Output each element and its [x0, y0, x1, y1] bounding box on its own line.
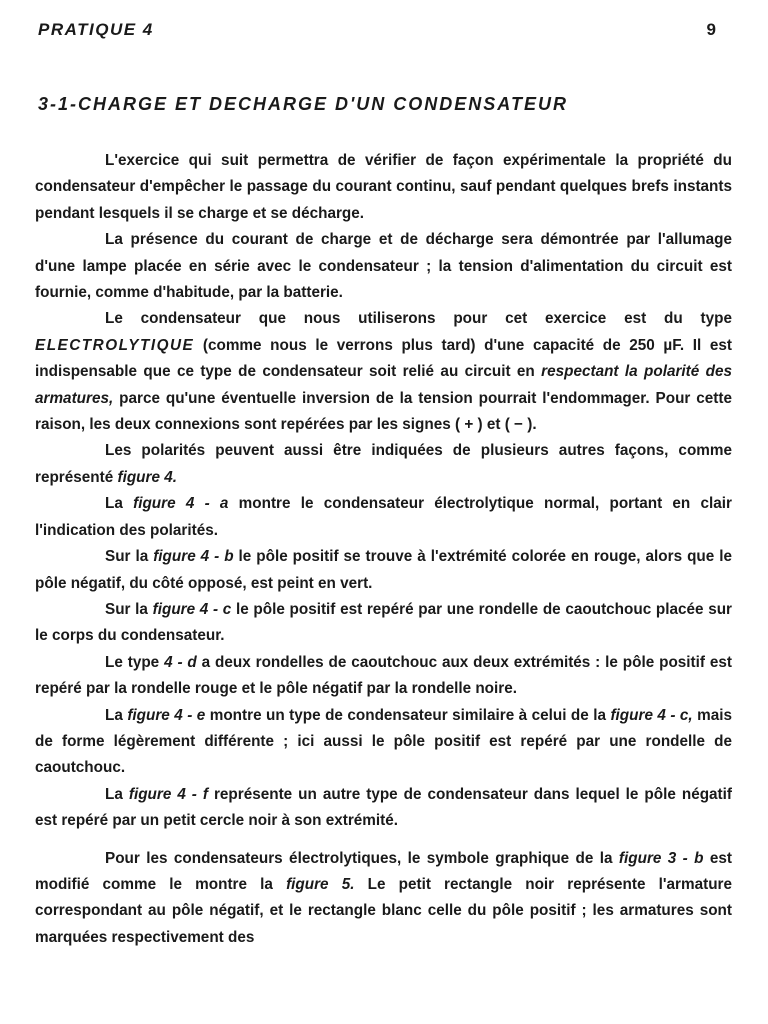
- paragraph-3-text-c: (comme nous le verrons plus tard) d'une capacité de 250 µF. Il est indispensable que ce type de condensateur soit relié au circuit en: [35, 336, 732, 381]
- paragraph-8-text-c: a deux rondelles de caoutchouc aux deux extrémités : le pôle positif est repéré par la rondelle rouge et le pôle négatif par la rondelle noire.: [35, 653, 732, 698]
- paragraph-7: [35, 597, 732, 650]
- paragraph-5-figure-ref: figure 4 - a: [133, 495, 229, 513]
- paragraph-7-text-c: le pôle positif est repéré par une rondelle de caoutchouc placée sur le corps du condensateur.: [35, 600, 732, 645]
- paragraph-6-text-a: Sur la: [105, 548, 154, 566]
- paragraph-6-figure-ref: figure 4 - b: [153, 548, 234, 566]
- paragraph-4-figure-ref: figure 4.: [117, 468, 177, 486]
- paragraph-9-figure-ref-c: figure 4 - c,: [610, 706, 693, 724]
- page-number: 9: [706, 20, 716, 39]
- paragraph-10: [35, 782, 732, 835]
- paragraph-8-text-a: Le type: [105, 653, 165, 671]
- paragraph-7-text-a: Sur la: [105, 600, 153, 618]
- paragraph-5-text-c: montre le condensateur électrolytique normal, portant en clair l'indication des polarités.: [35, 495, 732, 539]
- paragraph-4-text-a: Les polarités peuvent aussi être indiquées de plusieurs autres façons, comme représenté: [35, 442, 732, 486]
- paragraph-3-text-a: Le condensateur que nous utiliserons pour cet exercice est du type: [105, 310, 732, 328]
- paragraph-8: [35, 650, 732, 703]
- paragraph-11-figure-ref-3b: figure 3 - b: [618, 849, 704, 867]
- paragraph-3: [35, 306, 732, 438]
- paragraph-2: La présence du courant de charge et de décharge sera démontrée par l'allumage d'une lampe placée en série avec le condensateur ; la tension d'alimentation du circuit est fournie, comme d'habitude, par la batterie.: [35, 231, 732, 302]
- page-header: [38, 20, 716, 40]
- paragraph-3-text-e: parce qu'une éventuelle inversion de la tension pourrait l'endommager. Pour cette raison, les deux connexions sont repérées par les signes ( + ) et ( − ).: [35, 389, 732, 434]
- paragraph-10-text-a: La: [105, 785, 129, 803]
- paragraph-9: [35, 703, 732, 782]
- paragraph-6-text-c: le pôle positif se trouve à l'extrémité colorée en rouge, alors que le pôle négatif, du côté opposé, est peint en vert.: [35, 548, 732, 592]
- paragraph-11-figure-ref-5: figure 5.: [286, 875, 355, 893]
- paragraph-11: [35, 846, 732, 952]
- paragraph-9-text-e: mais de forme légèrement différente ; ici aussi le pôle positif est repéré par une rondelle de caoutchouc.: [35, 706, 732, 777]
- paragraph-11-text-e: Le petit rectangle noir représente l'armature correspondant au pôle négatif, et le rectangle blanc celle du pôle positif ; les armatures sont marquées respectivement des: [35, 875, 732, 946]
- paragraph-11-text-a: Pour les condensateurs électrolytiques, le symbole graphique de la: [105, 849, 619, 867]
- paragraph-5: [35, 491, 732, 544]
- paragraph-9-text-c: montre un type de condensateur similaire à celui de la: [205, 706, 611, 724]
- paragraph-4: [35, 438, 732, 491]
- paragraph-5-text-a: La: [105, 495, 134, 513]
- section-label: PRATIQUE 4: [38, 20, 154, 39]
- paragraph-6: [35, 544, 732, 597]
- paragraph-10-figure-ref: figure 4 - f: [128, 785, 208, 803]
- body-text: [35, 148, 732, 951]
- paragraph-9-text-a: La: [105, 706, 128, 724]
- paragraph-3-emphasis-type: ELECTROLYTIQUE: [35, 336, 195, 354]
- paragraph-1: L'exercice qui suit permettra de vérifier de façon expérimentale la propriété du condensateur d'empêcher le passage du courant continu, sauf pendant quelques brefs instants pendant lesquels il se charge et se décharge.: [35, 152, 732, 222]
- paragraph-8-figure-ref: 4 - d: [164, 653, 197, 671]
- paragraph-3-emphasis-polarity: respectant la polarité des armatures,: [35, 363, 732, 407]
- paragraph-7-figure-ref: figure 4 - c: [152, 600, 232, 618]
- section-title: 3-1-CHARGE ET DECHARGE D'UN CONDENSATEUR: [38, 94, 568, 114]
- paragraph-9-figure-ref-e: figure 4 - e: [127, 706, 206, 724]
- paragraph-11-text-c: est modifié comme le montre la: [35, 849, 732, 893]
- paragraph-10-text-c: représente un autre type de condensateur dans lequel le pôle négatif est repéré par un petit cercle noir à son extrémité.: [35, 785, 732, 830]
